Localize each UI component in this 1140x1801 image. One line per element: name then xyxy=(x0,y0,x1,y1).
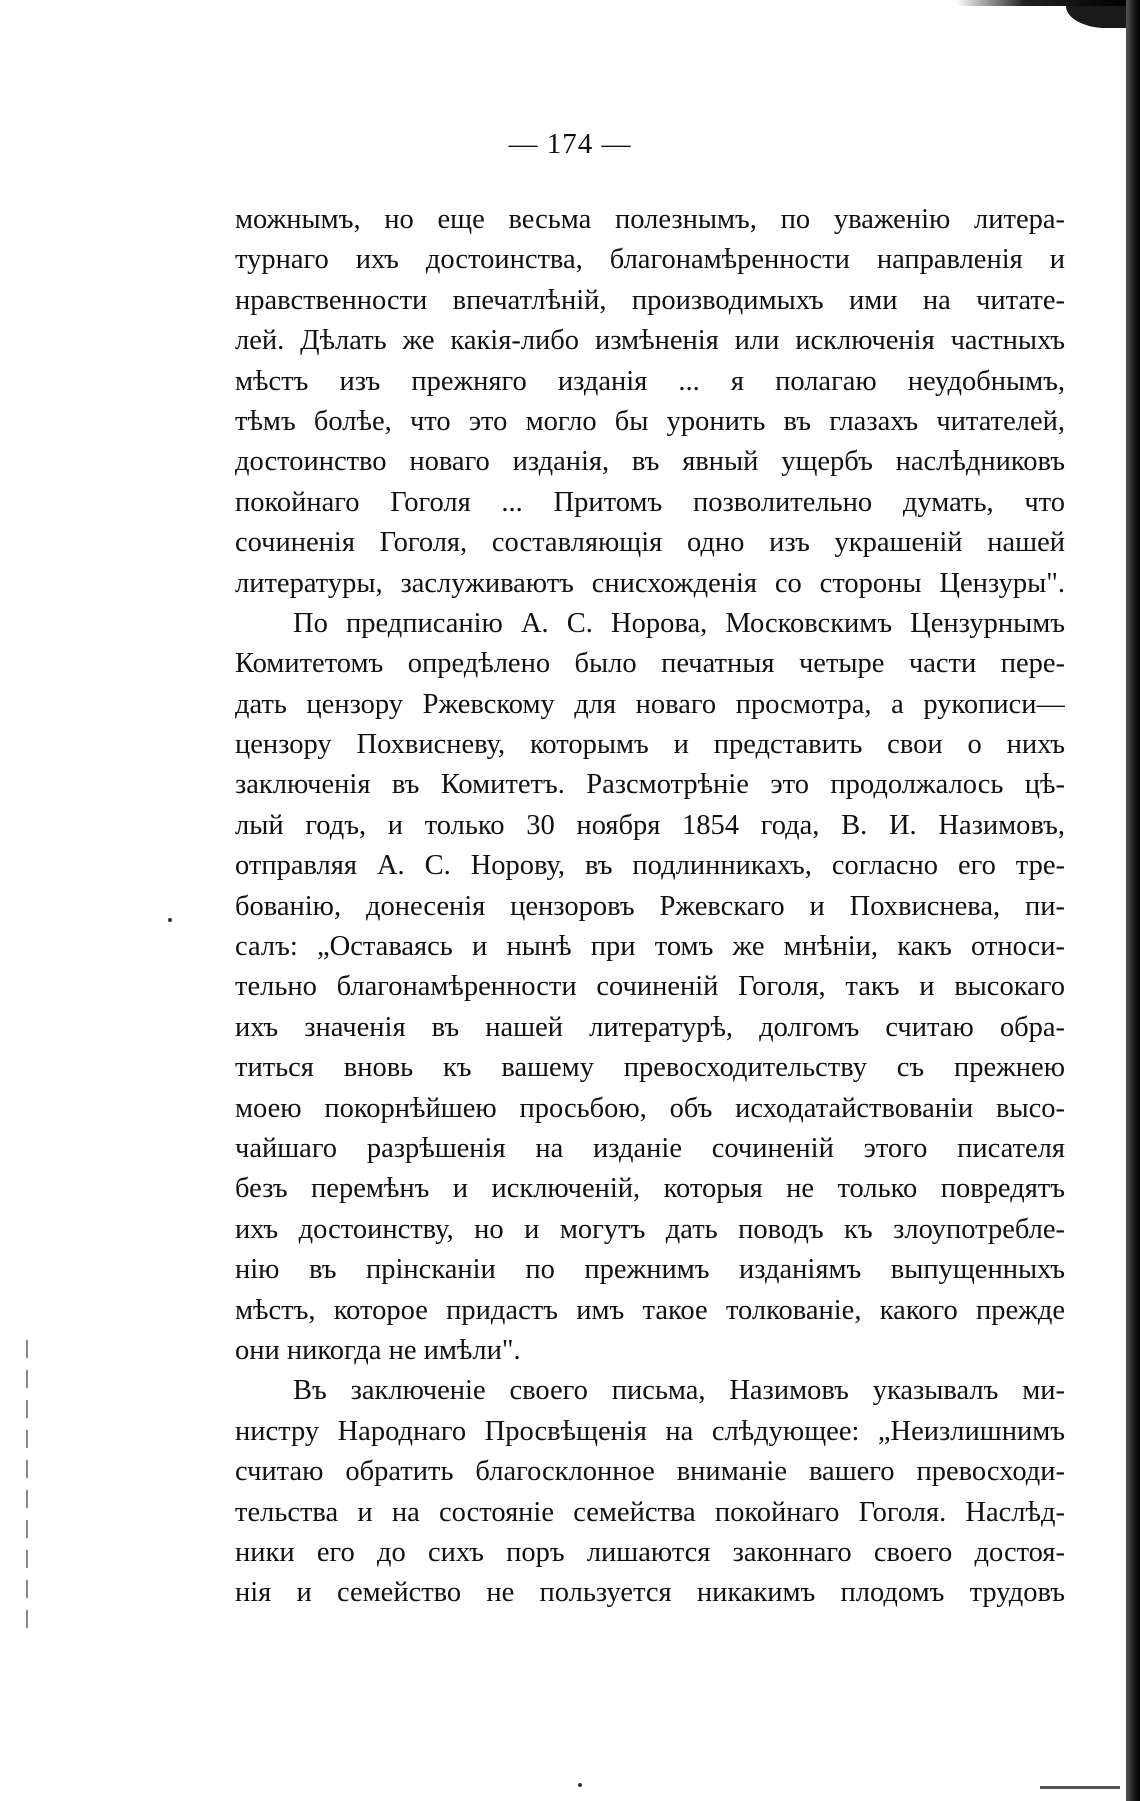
text-line: тѣмъ болѣе, что это могло бы уронить въ глазахъ читателей, xyxy=(235,405,1065,437)
text-line: нистру Народнаго Просвѣщенія на слѣдующее: „Неизлишнимъ xyxy=(235,1415,1065,1447)
text-line: можнымъ, но еще весьма полезнымъ, по уваженію литера- xyxy=(235,204,1065,235)
text-line: нія и семейство не пользуется никакимъ плодомъ трудовъ xyxy=(235,1577,1065,1609)
page-number: — 174 — xyxy=(508,128,632,160)
text-line: покойнаго Гоголя ... Притомъ позволительно думать, что xyxy=(235,486,1065,518)
text-line: лый годъ, и только 30 ноября 1854 года, В. И. Назимовъ, xyxy=(235,809,1065,841)
text-line: лей. Дѣлать же какія-либо измѣненія или исключенія частныхъ xyxy=(235,325,1065,357)
text-line: цензору Похвисневу, которымъ и представить свои о нихъ xyxy=(235,729,1065,761)
text-line: ихъ значенія въ нашей литературѣ, долгомъ считаю обра- xyxy=(235,1011,1065,1043)
text-line: Въ заключеніе своего письма, Назимовъ указывалъ ми- xyxy=(293,1375,1065,1407)
text-line: тельства и на состояніе семейства покойнаго Гоголя. Наслѣд- xyxy=(235,1496,1065,1528)
text-line: бованію, донесенія цензоровъ Ржевскаго и Похвиснева, пи- xyxy=(235,890,1065,922)
text-line: безъ перемѣнъ и исключеній, которыя не только повредятъ xyxy=(235,1173,1065,1205)
scan-speck xyxy=(578,1783,582,1787)
text-line: отправляя А. С. Норову, въ подлинникахъ, согласно его тре- xyxy=(235,850,1065,882)
text-line: они никогда не имѣли". xyxy=(235,1334,521,1366)
scan-corner-blot xyxy=(1066,6,1126,28)
text-line: сочиненія Гоголя, составляющія одно изъ украшеній нашей xyxy=(235,527,1065,559)
text-line: По предписанію А. С. Норова, Московскимъ Цензурнымъ xyxy=(293,607,1065,639)
text-line: моею покорнѣйшею просьбою, объ исходатайствованіи высо- xyxy=(235,1092,1065,1124)
text-line: литературы, заслуживаютъ снисхожденія со стороны Цензуры". xyxy=(235,567,1065,599)
text-line: Комитетомъ опредѣлено было печатныя четыре части пере- xyxy=(235,648,1065,680)
text-line: мѣстъ изъ прежняго изданія ... я полагаю неудобнымъ, xyxy=(235,365,1065,397)
text-line: салъ: „Оставаясь и нынѣ при томъ же мнѣніи, какъ относи- xyxy=(235,931,1065,963)
body-text xyxy=(235,200,1065,1614)
scan-left-margin-mark xyxy=(26,1340,28,1640)
text-line: мѣстъ, которое придастъ имъ такое толкованіе, какого прежде xyxy=(235,1294,1065,1326)
scan-bottom-mark xyxy=(1040,1786,1120,1789)
text-line: заключенія въ Комитетъ. Разсмотрѣніе это продолжалось цѣ- xyxy=(235,769,1065,801)
text-line: чайшаго разрѣшенія на изданіе сочиненій этого писателя xyxy=(235,1132,1065,1164)
text-line: нію въ прінсканіи по прежнимъ изданіямъ выпущенныхъ xyxy=(235,1254,1065,1286)
text-line: тельно благонамѣренности сочиненій Гоголя, такъ и высокаго xyxy=(235,971,1065,1003)
text-line: турнаго ихъ достоинства, благонамѣренности направленія и xyxy=(235,244,1065,276)
scan-right-edge xyxy=(1126,0,1140,1801)
text-line: дать цензору Ржевскому для новаго просмотра, а рукописи— xyxy=(235,688,1065,720)
text-line: титься вновь къ вашему превосходительству съ прежнею xyxy=(235,1052,1065,1084)
text-line: нравственности впечатлѣній, производимыхъ ими на читате- xyxy=(235,284,1065,316)
text-line: ники его до сихъ поръ лишаются законнаго своего достоя- xyxy=(235,1536,1065,1568)
scan-speck xyxy=(168,918,172,922)
text-line: считаю обратить благосклонное вниманіе вашего превосходи- xyxy=(235,1456,1065,1488)
text-line: достоинство новаго изданія, въ явный ущербъ наслѣдниковъ xyxy=(235,446,1065,478)
text-line: ихъ достоинству, но и могутъ дать поводъ къ злоупотребле- xyxy=(235,1213,1065,1245)
